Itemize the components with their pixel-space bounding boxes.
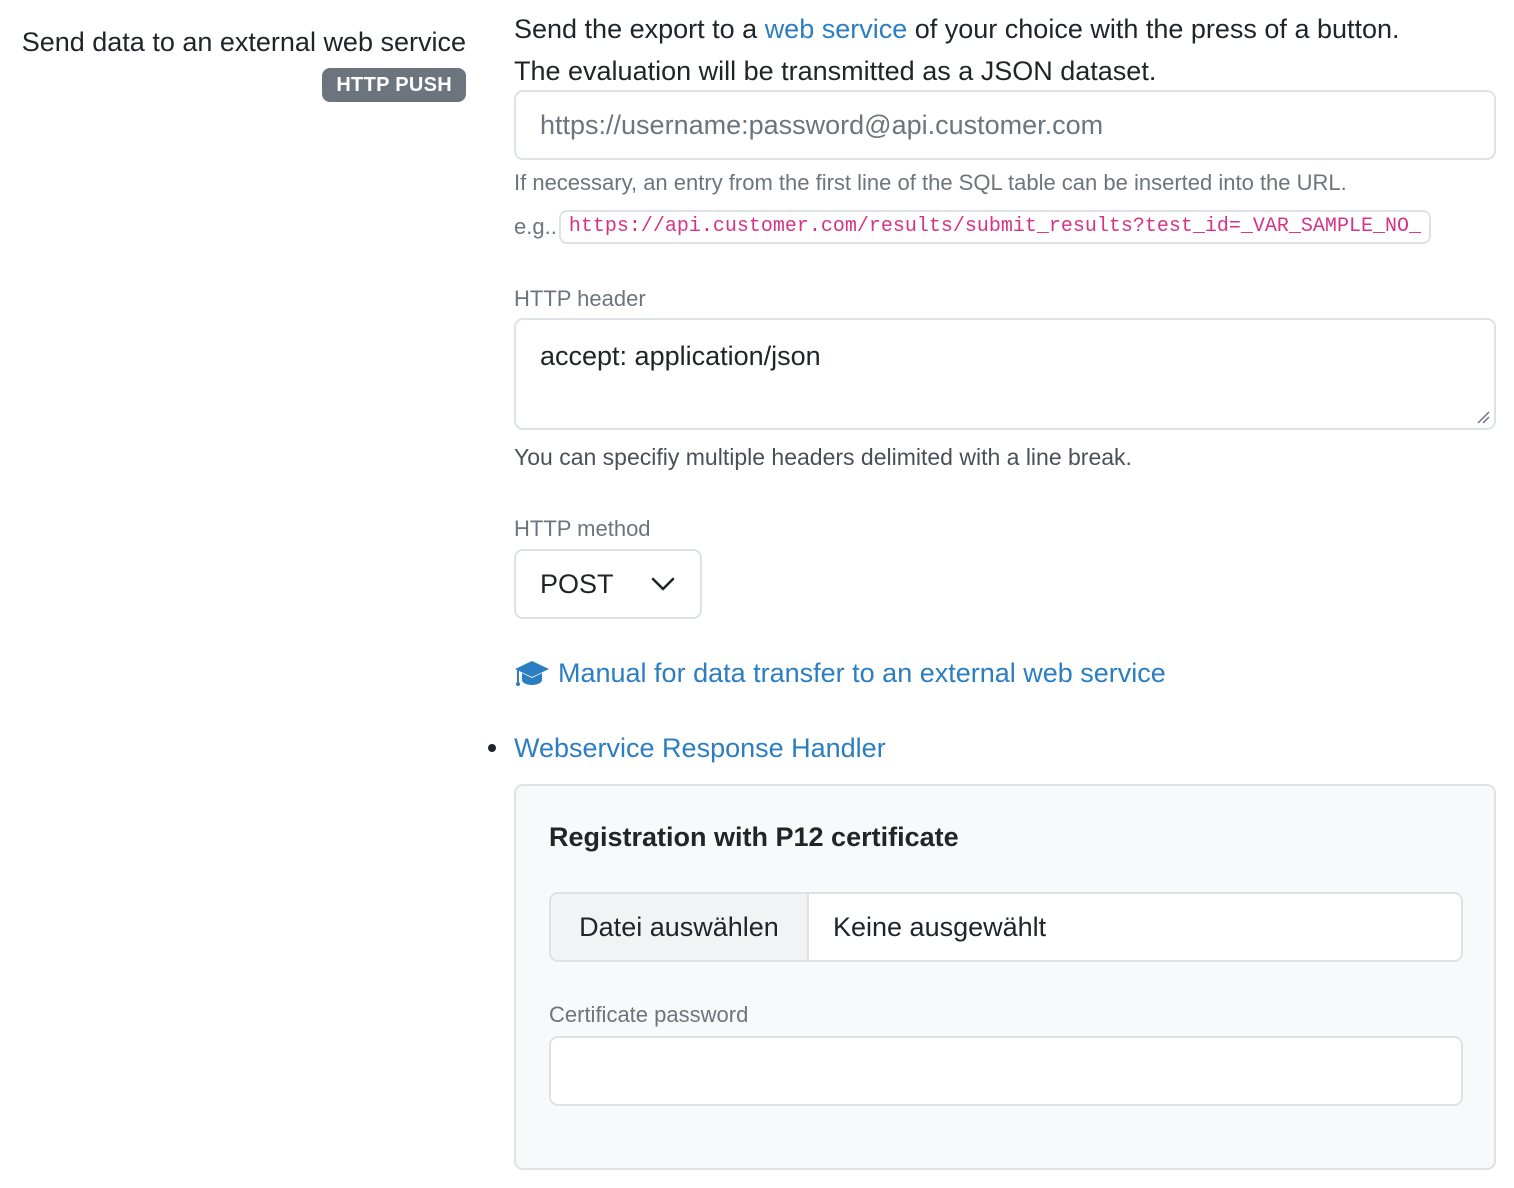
http-header-label: HTTP header — [514, 286, 646, 311]
chevron-down-icon — [650, 576, 676, 592]
manual-link[interactable] — [514, 654, 1166, 692]
http-header-textarea[interactable] — [514, 318, 1496, 430]
url-example-prefix: e.g.. — [514, 214, 557, 239]
http-method-select[interactable] — [514, 549, 702, 619]
section-label — [0, 22, 466, 102]
certificate-password-label: Certificate password — [549, 1002, 749, 1027]
intro-after-link: of your choice with the press of a button. — [907, 14, 1400, 44]
file-status: Keine ausgewählt — [833, 911, 1047, 942]
http-method-value: POST — [540, 569, 614, 599]
certificate-card — [514, 784, 1496, 1170]
http-header-help: You can specifiy multiple headers delimited with a line break. — [514, 444, 1132, 470]
bullet-dot — [488, 744, 496, 752]
web-service-link[interactable]: web service — [764, 14, 908, 44]
choose-file-button[interactable]: Datei auswählen — [551, 894, 809, 960]
intro-line-2: The evaluation will be transmitted as a JSON dataset. — [514, 56, 1157, 86]
url-example-code: https://api.customer.com/results/submit_results?test_id=_VAR_SAMPLE_NO_ — [559, 210, 1431, 244]
http-method-label: HTTP method — [514, 516, 651, 541]
manual-link-text: Manual for data transfer to an external web service — [558, 658, 1166, 688]
certificate-password-input[interactable] — [549, 1036, 1463, 1106]
url-input[interactable] — [514, 90, 1496, 160]
intro-before-link: Send the export to a — [514, 14, 765, 44]
response-handler-link[interactable]: Webservice Response Handler — [514, 733, 886, 763]
certificate-file-input[interactable] — [549, 892, 1463, 962]
section-title: Send data to an external web service — [21, 27, 466, 57]
http-header-value: accept: application/json — [540, 341, 821, 371]
http-push-badge: HTTP PUSH — [322, 68, 466, 102]
certificate-card-title: Registration with P12 certificate — [549, 822, 959, 852]
intro-text — [514, 8, 1496, 92]
resize-grip-icon[interactable] — [1476, 410, 1490, 424]
response-handler-item — [488, 730, 886, 766]
url-example — [514, 210, 1431, 244]
url-help-text: If necessary, an entry from the first line of the SQL table can be inserted into the URL. — [514, 170, 1347, 195]
graduation-cap-icon — [514, 659, 550, 687]
url-input-placeholder: https://username:password@api.customer.com — [540, 110, 1104, 140]
